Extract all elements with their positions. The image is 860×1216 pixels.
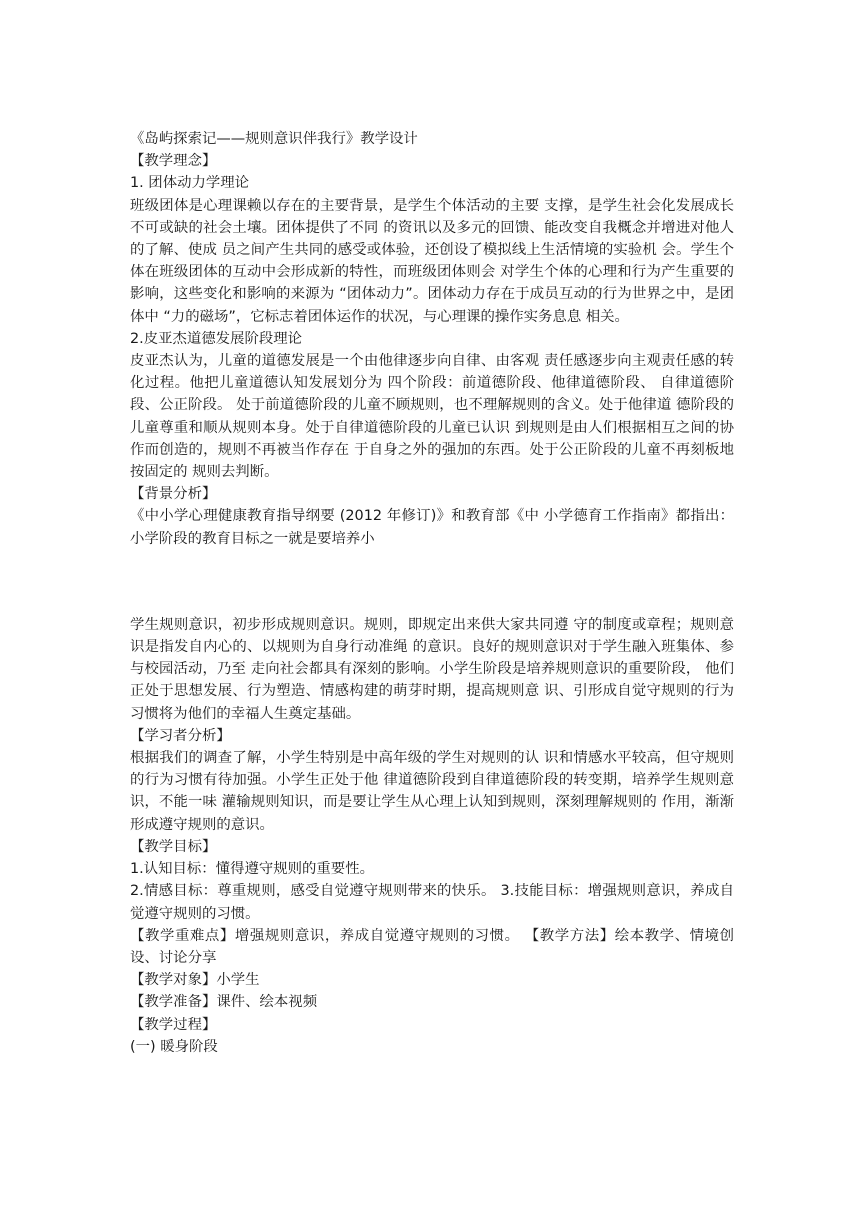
document-page xyxy=(130,128,734,1058)
background-paragraph-part1: 《中小学心理健康教育指导纲要 (2012 年修订)》和教育部《中 小学德育工作指南》都指出：小学阶段的教育目标之一就是要培养小 xyxy=(130,508,734,547)
page-gap xyxy=(130,550,734,614)
item2-body: 皮亚杰认为，儿童的道德发展是一个由他律逐步向自律、由客观 责任感逐步向主观责任感的转化过程。他把儿童道德认知发展划分为 四个阶段：前道德阶段、他律道德阶段、 自律道德阶段、公正阶段。 处于前道德阶段的儿童不顾规则，也不理解规则的含义。处于他律道 德阶段的儿童尊重和顺从规则本身。处于自律道德阶段的儿童已认识 到规则是由人们根据相互之间的协作而创造的，规则不再被当作存在 于自身之外的强加的东西。处于公正阶段的儿童不再刻板地按固定的 规则去判断。 xyxy=(130,353,734,481)
teaching-target: 【教学对象】小学生 xyxy=(130,972,260,989)
key-points-methods: 【教学重难点】增强规则意识，养成自觉遵守规则的习惯。 【教学方法】绘本教学、情境创设、讨论分享 xyxy=(130,927,734,966)
section-heading-learner: 【学习者分析】 xyxy=(130,727,231,744)
background-paragraph-part2: 学生规则意识，初步形成规则意识。规则，即规定出来供大家共同遵 守的制度或章程；规则意识是指发自内心的、以规则为自身行动准绳 的意识。良好的规则意识对于学生融入班集体、参与校园活动，乃至 走向社会都具有深刻的影响。小学生阶段是培养规则意识的重要阶段， 他们正处于思想发展、行为塑造、情感构建的萌芽时期，提高规则意 识、引形成自觉守规则的行为习惯将为他们的幸福人生奠定基础。 xyxy=(130,616,734,722)
teaching-preparation: 【教学准备】课件、绘本视频 xyxy=(130,994,318,1011)
document-title: 《岛屿探索记——规则意识伴我行》教学设计 xyxy=(130,131,418,147)
section-heading-process: 【教学过程】 xyxy=(130,1016,217,1033)
goal-emotion-skill: 2.情感目标：尊重规则，感受自觉遵守规则带来的快乐。 3.技能目标：增强规则意识，养成自觉遵守规则的习惯。 xyxy=(130,883,734,922)
item1-title: 1. 团体动力学理论 xyxy=(130,175,250,192)
learner-paragraph: 根据我们的调查了解，小学生特别是中高年级的学生对规则的认 识和情感水平较高，但守规则的行为习惯有待加强。小学生正处于他 律道德阶段到自律道德阶段的转变期，培养学生规则意识，不能一味 灌输规则知识，而是要让学生从心理上认知到规则，深刻理解规则的 作用，渐渐形成遵守规则的意识。 xyxy=(130,750,734,833)
item1-body: 班级团体是心理课赖以存在的主要背景，是学生个体活动的主要 支撑，是学生社会化发展成长不可或缺的社会土壤。团体提供了不同 的资讯以及多元的回馈、能改变自我概念并增进对他人的了解、使成 员之间产生共同的感受或体验，还创设了模拟线上生活情境的实验机 会。学生个体在班级团体的互动中会形成新的特性，而班级团体则会 对学生个体的心理和行为产生重要的影响，这些变化和影响的来源为 “团体动力”。团体动力存在于成员互动的行为世界之中，是团体中 “力的磁场”，它标志着团体运作的状况，与心理课的操作实务息息 相关。 xyxy=(130,197,734,325)
stage-warmup: (一) 暖身阶段 xyxy=(130,1038,218,1055)
goal-cognitive: 1.认知目标：懂得遵守规则的重要性。 xyxy=(130,861,374,878)
section-heading-background: 【背景分析】 xyxy=(130,486,217,503)
item2-title: 2.皮亚杰道德发展阶段理论 xyxy=(130,330,303,347)
section-heading-goal: 【教学目标】 xyxy=(130,838,217,855)
section-heading-concept: 【教学理念】 xyxy=(130,153,217,170)
